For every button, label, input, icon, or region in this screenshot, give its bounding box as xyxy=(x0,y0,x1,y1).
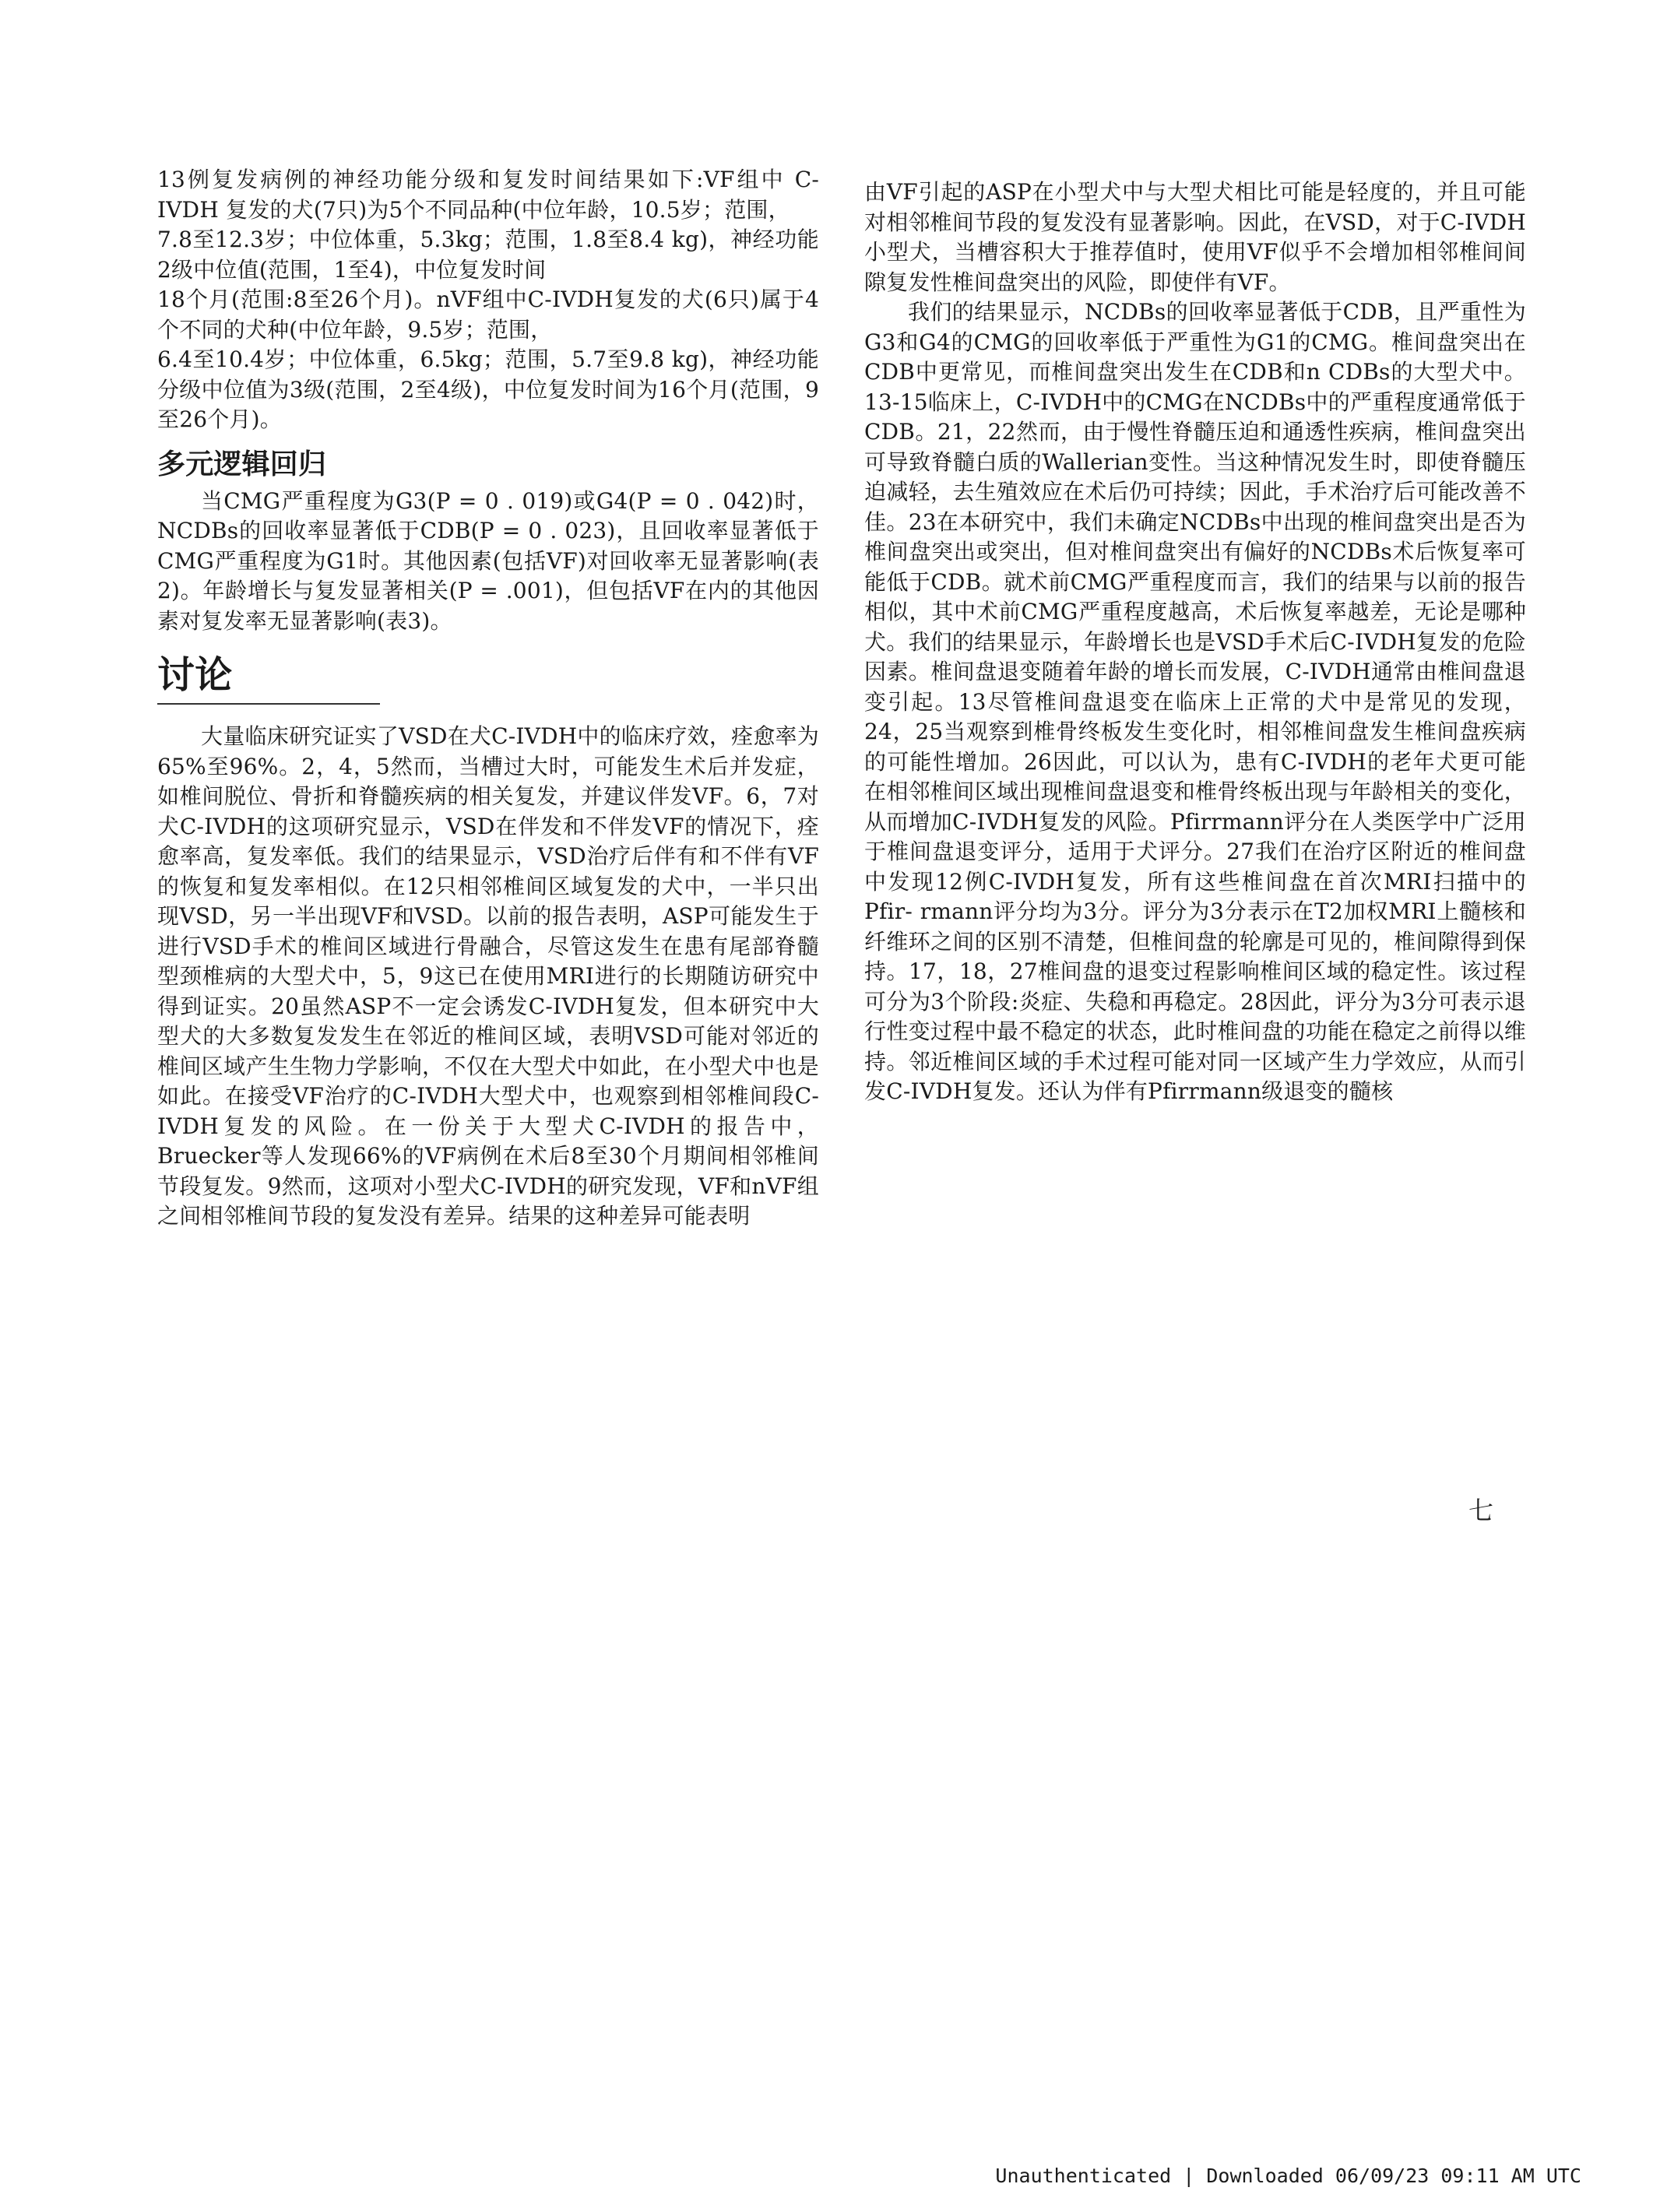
page-number: 七 xyxy=(1468,1496,1494,1525)
results-paragraph xyxy=(157,165,819,435)
download-footer: Unauthenticated | Downloaded 06/09/23 09:11 AM UTC xyxy=(995,2165,1581,2187)
discussion-paragraph: 大量临床研究证实了VSD在犬C-IVDH中的临床疗效，痊愈率为65%至96%。2，4，5然而，当槽过大时，可能发生术后并发症，如椎间脱位、骨折和脊髓疾病的相关复发，并建议伴发VF。6，7对犬C-IVDH的这项研究显示，VSD在伴发和不伴发VF的情况下，痊愈率高，复发率低。我们的结果显示，VSD治疗后伴有和不伴有VF的恢复和复发率相似。在12只相邻椎间区域复发的犬中，一半只出现VSD，另一半出现VF和VSD。以前的报告表明，ASP可能发生于进行VSD手术的椎间区域进行骨融合，尽管这发生在患有尾部脊髓型颈椎病的大型犬中，5，9这已在使用MRI进行的长期随访研究中得到证实。20虽然ASP不一定会诱发C-IVDH复发，但本研究中大型犬的大多数复发发生在邻近的椎间区域，表明VSD可能对邻近的椎间区域产生生物力学影响，不仅在大型犬中如此，在小型犬中也是如此。在接受VF治疗的C-IVDH大型犬中，也观察到相邻椎间段C-IVDH复发的风险。在一份关于大型犬C-IVDH的报告中，Bruecker等人发现66%的VF病例在术后8至30个月期间相邻椎间节段复发。9然而，这项对小型犬C-IVDH的研究发现，VF和nVF组之间相邻椎间节段的复发没有差异。结果的这种差异可能表明 xyxy=(157,723,819,1229)
section-divider xyxy=(157,703,380,705)
logistic-regression-heading: 多元逻辑回归 xyxy=(157,448,327,480)
left-column xyxy=(157,165,819,1232)
discussion-paragraph-2: 我们的结果显示，NCDBs的回收率显著低于CDB，且严重性为G3和G4的CMG的回收率低于严重性为G1的CMG。椎间盘突出在CDB中更常见，而椎间盘突出发生在CDB和n CDBs的大型犬中。13-15临床上，C-IVDH中的CMG在NCDBs中的严重程度通常低于CDB。21，22然而，由于慢性脊髓压迫和通透性疾病，椎间盘突出可导致脊髓白质的Wallerian变性。当这种情况发生时，即使脊髓压迫减轻，去生殖效应在术后仍可持续；因此，手术治疗后可能改善不佳。23在本研究中，我们未确定NCDBs中出现的椎间盘突出是否为椎间盘突出或突出，但对椎间盘突出有偏好的NCDBs术后恢复率可能低于CDB。就术前CMG严重程度而言，我们的结果与以前的报告相似，其中术前CMG严重程度越高，术后恢复率越差，无论是哪种犬。我们的结果显示，年龄增长也是VSD手术后C-IVDH复发的危险因素。椎间盘退变随着年龄的增长而发展，C-IVDH通常由椎间盘退变引起。13尽管椎间盘退变在临床上正常的犬中是常见的发现，24，25当观察到椎骨终板发生变化时，相邻椎间盘发生椎间盘疾病的可能性增加。26因此，可以认为，患有C-IVDH的老年犬更可能在相邻椎间区域出现椎间盘退变和椎骨终板出现与年龄相关的变化，从而增加C-IVDH复发的风险。Pfirrmann评分在人类医学中广泛用于椎间盘退变评分，适用于犬评分。27我们在治疗区附近的椎间盘中发现12例C-IVDH复发，所有这些椎间盘在首次MRI扫描中的Pfir- rmann评分均为3分。评分为3分表示在T2加权MRI上髓核和纤维环之间的区别不清楚，但椎间盘的轮廓是可见的，椎间隙得到保持。17，18，27椎间盘的退变过程影响椎间区域的稳定性。该过程可分为3个阶段:炎症、失稳和再稳定。28因此，评分为3分可表示退行性变过程中最不稳定的状态，此时椎间盘的功能在稳定之前得以维持。邻近椎间区域的手术过程可能对同一区域产生力学效应，从而引发C-IVDH复发。还认为伴有Pfirrmann级退变的髓核 xyxy=(864,299,1526,1104)
results-line: 18个月(范围:8至26个月)。nVF组中C-IVDH复发的犬(6只)属于4个不同的犬种(中位年龄，9.5岁；范围， xyxy=(157,287,819,343)
results-line: 7.8至12.3岁；中位体重，5.3kg；范围，1.8至8.4 kg)，神经功能2级中位值(范围，1至4)，中位复发时间 xyxy=(157,227,819,283)
results-line: 6.4至10.4岁；中位体重，6.5kg；范围，5.7至9.8 kg)，神经功能分级中位值为3级(范围，2至4级)，中位复发时间为16个月(范围，9至26个月)。 xyxy=(157,346,819,432)
logistic-regression-paragraph: 当CMG严重程度为G3(P = 0 . 019)或G4(P = 0 . 042)时，NCDBs的回收率显著低于CDB(P = 0 . 023)，且回收率显著低于CMG严重程度为G1时。其他因素(包括VF)对回收率无显著影响(表2)。年龄增长与复发显著相关(P = .001)，但包括VF在内的其他因素对复发率无显著影响(表3)。 xyxy=(157,487,819,634)
discussion-continued-paragraph: 由VF引起的ASP在小型犬中与大型犬相比可能是轻度的，并且可能对相邻椎间节段的复发没有显著影响。因此，在VSD，对于C-IVDH小型犬，当槽容积大于推荐值时，使用VF似乎不会增加相邻椎间间隙复发性椎间盘突出的风险，即使伴有VF。 xyxy=(864,179,1526,295)
discussion-heading: 讨论 xyxy=(157,653,233,697)
right-column xyxy=(864,178,1526,1107)
results-line: 13例复发病例的神经功能分级和复发时间结果如下:VF组中 C-IVDH 复发的犬(7只)为5个不同品种(中位年龄，10.5岁；范围， xyxy=(157,167,819,223)
